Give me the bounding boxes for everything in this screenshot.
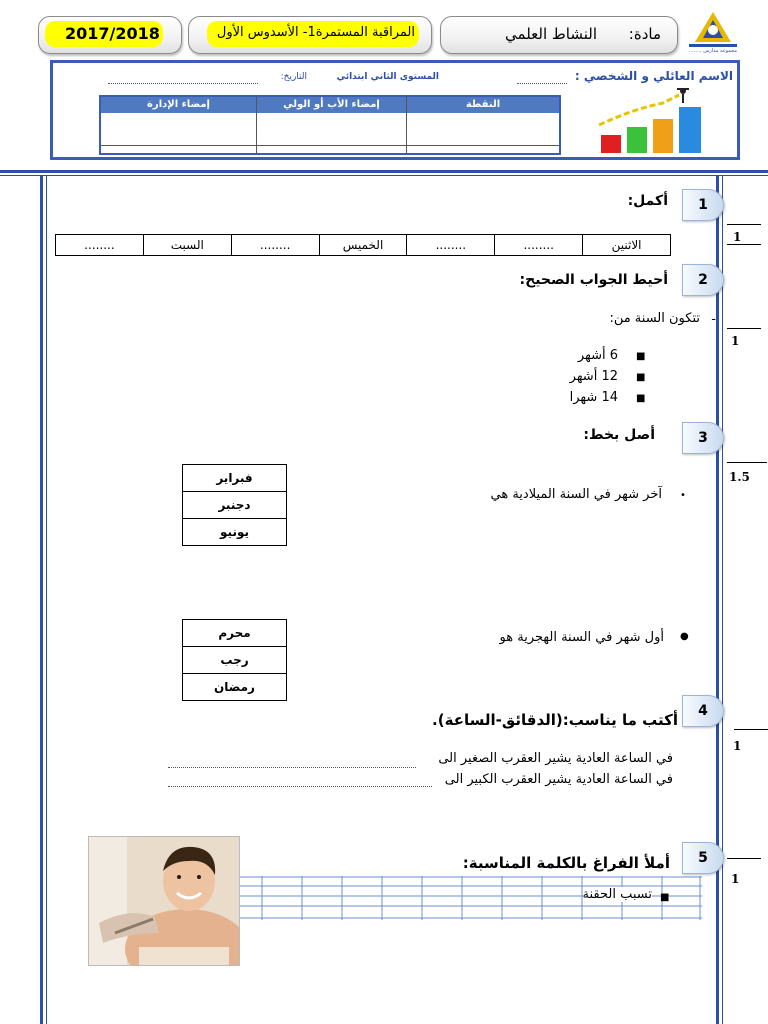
year-text: 2017/2018 bbox=[65, 24, 160, 43]
bullet-icon: ● bbox=[680, 631, 689, 642]
match-item-1: آخر شهر في السنة الميلادية هي bbox=[490, 487, 662, 502]
date-label: التاريخ: bbox=[280, 72, 307, 82]
name-label: الاسم العائلي و الشخصي : bbox=[574, 69, 733, 83]
assessment-pill bbox=[188, 16, 432, 54]
header-parent-signature: إمضاء الأب أو الولي bbox=[257, 97, 406, 113]
fill-item: تسبب الحقنة bbox=[582, 887, 652, 902]
day-cell: السبت bbox=[143, 235, 231, 255]
score-line bbox=[727, 224, 761, 225]
day-cell: الاثنين bbox=[582, 235, 670, 255]
frame-right-line-inner bbox=[722, 176, 723, 1024]
frame-top-line bbox=[0, 170, 768, 173]
question-3-score: 1.5 bbox=[729, 470, 750, 484]
month-option[interactable]: دجنبر bbox=[183, 492, 286, 519]
name-dots bbox=[517, 83, 567, 84]
level-label: المستوى الثاني ابتدائي bbox=[336, 72, 439, 82]
month-option[interactable]: رجب bbox=[183, 647, 286, 674]
month-option[interactable]: محرم bbox=[183, 620, 286, 647]
question-2-number: 2 bbox=[682, 264, 724, 296]
month-option[interactable]: رمضان bbox=[214, 680, 255, 694]
logo-caption: مجموعة مدارس ........ bbox=[688, 48, 738, 54]
question-3-number: 3 bbox=[682, 422, 724, 454]
question-4-number: 4 bbox=[682, 695, 724, 727]
row-divider bbox=[101, 145, 559, 146]
vaccination-photo bbox=[88, 836, 240, 966]
answer-dots-2[interactable] bbox=[168, 786, 432, 787]
fill-line-1: في الساعة العادية يشير العقرب الصغير الى bbox=[438, 751, 673, 766]
option-item[interactable]: 14 شهرا bbox=[569, 390, 618, 405]
score-line bbox=[727, 244, 761, 245]
question-5-score: 1 bbox=[731, 872, 740, 886]
subject-label: مادة: bbox=[628, 25, 661, 43]
bullet-icon: ■ bbox=[636, 372, 646, 383]
day-cell: الخميس bbox=[319, 235, 407, 255]
school-logo bbox=[683, 8, 743, 56]
admin-signature-cell[interactable] bbox=[101, 114, 256, 145]
question-2-prompt: تتكون السنة من: bbox=[609, 311, 700, 326]
frame-left-line bbox=[40, 176, 43, 1024]
score-line bbox=[734, 729, 768, 730]
subject-pill bbox=[440, 16, 678, 54]
year-pill bbox=[38, 16, 182, 54]
day-cell[interactable]: ........ bbox=[84, 238, 115, 252]
assessment-text: المراقبة المستمرة1- الأسدوس الأول bbox=[216, 25, 415, 40]
option-item[interactable]: 6 أشهر bbox=[577, 348, 618, 363]
match-item-2: أول شهر في السنة الهجرية هو bbox=[499, 630, 664, 645]
frame-top-line-inner bbox=[0, 175, 768, 176]
bullet-icon: ■ bbox=[636, 351, 646, 362]
date-dots bbox=[108, 83, 258, 84]
parent-signature-cell[interactable] bbox=[257, 114, 406, 145]
bullet-icon: ■ bbox=[660, 892, 670, 903]
match-box-2 bbox=[182, 619, 287, 701]
day-cell[interactable]: ........ bbox=[406, 235, 494, 255]
question-4-score: 1 bbox=[733, 739, 742, 753]
question-1-score: 1 bbox=[733, 230, 742, 244]
bullet-icon: • bbox=[680, 490, 686, 501]
day-cell[interactable]: ........ bbox=[231, 235, 319, 255]
answer-dots-1[interactable] bbox=[168, 767, 416, 768]
question-2-dash: - bbox=[711, 312, 716, 327]
question-2-title: أحيط الجواب الصحيح: bbox=[519, 272, 668, 288]
header-score: النقطة bbox=[407, 97, 559, 113]
score-line bbox=[727, 858, 761, 859]
question-2-score: 1 bbox=[731, 334, 740, 348]
question-1-title: أكمل: bbox=[627, 193, 668, 209]
month-option[interactable]: يونيو bbox=[220, 525, 249, 539]
question-5-number: 5 bbox=[682, 842, 724, 874]
question-1-number: 1 bbox=[682, 189, 724, 221]
question-5-title: أملأ الفراغ بالكلمة المناسبة: bbox=[462, 854, 670, 872]
month-option[interactable]: فبراير bbox=[183, 465, 286, 492]
bullet-icon: ■ bbox=[636, 393, 646, 404]
match-box-1 bbox=[182, 464, 287, 546]
frame-left-line-inner bbox=[46, 176, 47, 1024]
score-line bbox=[727, 462, 767, 463]
score-line bbox=[727, 328, 761, 329]
score-cell[interactable] bbox=[407, 114, 559, 145]
header-admin-signature: إمضاء الإدارة bbox=[101, 97, 256, 113]
fill-line-2: في الساعة العادية يشير العقرب الكبير الى bbox=[444, 772, 673, 787]
question-3-title: أصل بخط: bbox=[583, 427, 655, 443]
day-cell[interactable]: ........ bbox=[494, 235, 582, 255]
signature-table bbox=[99, 95, 561, 155]
frame-right-line bbox=[716, 176, 719, 1024]
option-item[interactable]: 12 أشهر bbox=[569, 369, 618, 384]
weekdays-table bbox=[55, 234, 671, 256]
subject-value: النشاط العلمي bbox=[505, 25, 597, 43]
question-4-title: أكتب ما يناسب:(الدقائق-الساعة). bbox=[432, 711, 678, 729]
student-info-box bbox=[50, 60, 740, 160]
growth-chart-illustration bbox=[593, 85, 713, 157]
